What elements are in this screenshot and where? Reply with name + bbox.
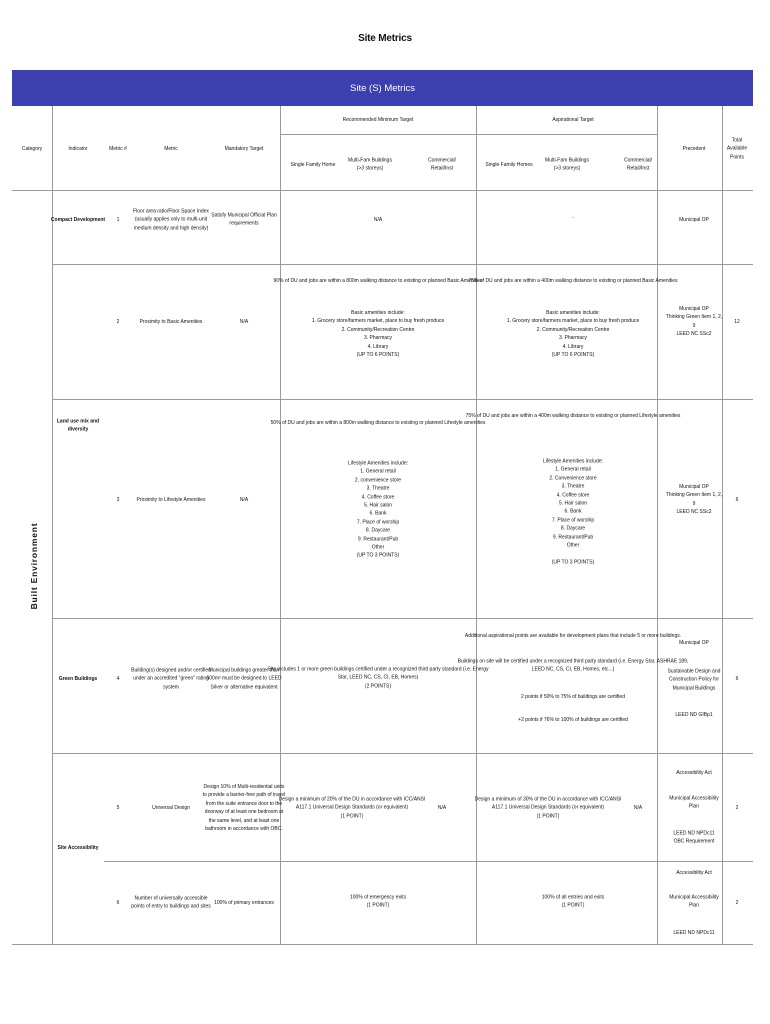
- recommended-target: N/A: [373, 216, 383, 223]
- recommended-heading: 50% of DU and jobs are within a 800m walking distance to existing or planned Lifestyle amenities: [270, 419, 486, 426]
- indicator-compact: Compact Development: [50, 216, 106, 223]
- grid-line: [52, 618, 753, 619]
- metric-name: Floor area ratio/Floor Space Index (usually applies only to multi-unit medium density and high density): [133, 208, 209, 232]
- aspirational-heading: 75% of DU and jobs are within a 400m walking distance to existing or planned Lifestyle amenities: [465, 412, 681, 419]
- precedent-leed: LEED ND NPDc11 OBC Requirement: [673, 830, 715, 845]
- total-points: 2: [735, 899, 739, 906]
- precedent: Municipal OP Thinking Green Item 1, 2, 9 LEED NC SSc2: [665, 306, 723, 338]
- page-title: Site Metrics: [358, 33, 412, 44]
- recommended-commercial: N/A: [437, 804, 447, 811]
- mandatory-target: Satisfy Municipal Official Plan requirements: [211, 212, 277, 227]
- metrics-table: [12, 106, 753, 944]
- grid-line: [52, 264, 753, 265]
- metric-name: Number of universally accessible points of entry to buildings and sites: [131, 895, 211, 910]
- precedent-leed: LEED ND GIBp1: [675, 711, 713, 718]
- precedent: Municipal OP: [679, 639, 709, 646]
- aspirational-points-1: 2 points if 50% to 75% of buildings are certified: [521, 693, 625, 700]
- aspirational-target: Buildings on site will be certified under a recognized third party standard (i.e. Energy Star, ASHRAE 189, LEED NC, CS, CI, EB, Homes, etc...): [457, 658, 689, 673]
- mandatory-target: N/A: [239, 496, 249, 503]
- aspirational-target: 100% of all entries and exits (1 POINT): [541, 894, 605, 909]
- aspirational-target: Design a minimum of 30% of the DU in accordance with ICC/ANSI A117.1 Universal Design Standards (or equivalent) (1 POINT): [474, 796, 622, 820]
- precedent-leed: LEED ND NPDc11: [673, 929, 715, 936]
- grid-line: [280, 134, 657, 135]
- recommended-target: Site includes 1 or more green buildings certified under a recognized third party standard (i.e. Energy Star, LEED NC, CS, CI, EB, Homes) (2 POINTS): [267, 666, 489, 690]
- header-metric-number: Metric #: [109, 145, 127, 152]
- indicator-green: Green Buildings: [58, 675, 98, 682]
- header-recommended: Recommended Minimum Target: [342, 116, 414, 123]
- precedent: Accessibility Act: [676, 769, 712, 776]
- mandatory-target: 100% of primary entrances: [214, 899, 274, 906]
- grid-line: [722, 106, 723, 944]
- metric-number: 4: [116, 675, 120, 682]
- precedent: Municipal OP: [679, 216, 709, 223]
- grid-line: [12, 190, 753, 191]
- precedent: Accessibility Act: [676, 869, 712, 876]
- header-single-family: Single Family Home: [290, 161, 336, 168]
- aspirational-points-2: +2 points if 76% to 100% of buildings are certified: [518, 716, 628, 723]
- metric-number: 3: [116, 496, 120, 503]
- grid-line: [52, 106, 53, 944]
- total-points: 2: [735, 804, 739, 811]
- header-precedent: Precedent: [682, 145, 706, 152]
- header-mandatory: Mandatory Target: [224, 145, 264, 152]
- recommended-heading: 90% of DU and jobs are within a 800m walking distance to existing or planned Basic Amenities: [273, 277, 483, 284]
- mandatory-target: Design 10% of Multi-residential units to provide a barrier-free path of travel from the suite entrance door to the doorway of at least one bedroom at the same level, and at least one bathroom in accordance with OBC.: [202, 783, 286, 832]
- header-multi-family-asp: Multi-Fam Buildings (>3 storeys): [545, 157, 589, 172]
- header-commercial: Commercial/ Retail/Inst: [427, 157, 457, 172]
- metric-name: Proximity to Lifestyle Amenities: [136, 496, 206, 503]
- recommended-list: Basic amenities include: 1. Grocery store/farmers market, place to buy fresh produce 2. Community/Recreation Centre 3. Pharmacy 4. Library (UP TO 6 POINTS): [311, 309, 445, 358]
- category-label: Built Environment: [29, 522, 39, 610]
- header-total-points: Total Available Points: [726, 137, 748, 161]
- header-commercial-asp: Commercial/ Retail/Inst: [623, 157, 653, 172]
- aspirational-target: -: [572, 214, 574, 221]
- aspirational-list: Lifestyle Amenities include: 1. General retail 2. Convenience store 3. Theatre 4. Coffee store 5. Hair salon 6. Bank 7. Place of worship 8. Daycare 9. Restaurant/Pub Other (UP TO 3 POINTS): [542, 458, 604, 566]
- section-banner: Site (S) Metrics: [12, 70, 753, 106]
- metric-number: 6: [116, 899, 120, 906]
- aspirational-note: Additional aspirational points are available for development plans that include 5 or more buildings.: [464, 632, 682, 639]
- precedent-detail: Sustainable Design and Construction Policy for Municipal Buildings: [667, 668, 721, 692]
- metric-number: 1: [116, 216, 120, 223]
- recommended-target: Design a minimum of 20% of the DU in accordance with ICC/ANSI A117.1 Universal Design Standards (or equivalent) (1 POINT): [278, 796, 426, 820]
- indicator-site-accessibility: Site Accessibility: [57, 844, 99, 851]
- header-single-family-asp: Single Family Homes: [485, 161, 533, 168]
- header-metric: Metric: [164, 145, 178, 152]
- precedent: Municipal OP Thinking Green Item 1, 2, 9 LEED NC SSc2: [665, 484, 723, 516]
- grid-line: [12, 944, 753, 945]
- grid-line: [104, 861, 753, 862]
- total-points: 12: [734, 318, 740, 325]
- metric-name: Building(s) designed and/or certified under an accredited "green" rating system: [131, 667, 211, 691]
- metric-name: Universal Design: [152, 804, 190, 811]
- metric-number: 5: [116, 804, 120, 811]
- aspirational-list: Basic amenities include: 1. Grocery store/farmers market, place to buy fresh produce 2. Community/Recreation Centre 3. Pharmacy 4. Library (UP TO 6 POINTS): [506, 309, 640, 358]
- header-aspirational: Aspirational Target: [552, 116, 594, 123]
- precedent-detail: Municipal Accessibility Plan: [669, 795, 719, 810]
- grid-line: [657, 106, 658, 944]
- indicator-land-use: Land use mix and diversity: [56, 418, 100, 433]
- total-points: 6: [735, 496, 739, 503]
- recommended-target: 100% of emergency exits (1 POINT): [349, 894, 407, 909]
- header-category: Category: [21, 145, 43, 152]
- grid-line: [52, 753, 753, 754]
- aspirational-commercial: N/A: [633, 804, 643, 811]
- precedent-detail: Municipal Accessibility Plan: [669, 894, 719, 909]
- metric-number: 2: [116, 318, 120, 325]
- mandatory-target: Municipal buildings greater than 500m² must be designed to LEED Silver or alternative equivalent: [206, 667, 282, 691]
- header-multi-family: Multi-Fam Buildings (>3 storeys): [348, 157, 392, 172]
- metric-name: Proximity to Basic Amenities: [139, 318, 203, 325]
- header-indicator: Indicator: [68, 145, 88, 152]
- total-points: 6: [735, 675, 739, 682]
- recommended-list: Lifestyle Amenities include: 1. General retail 2. convenience store 3. Theatre 4. Coffee store 5. Hair salon 6. Bank 7. Place of worship 8. Daycare 9. Restaurant/Pub Other (UP TO 3 POINTS): [347, 460, 409, 560]
- aspirational-heading: 75% of DU and jobs are within a 400m walking distance to existing or planned Basic Amenities: [468, 277, 678, 284]
- grid-line: [52, 399, 753, 400]
- mandatory-target: N/A: [239, 318, 249, 325]
